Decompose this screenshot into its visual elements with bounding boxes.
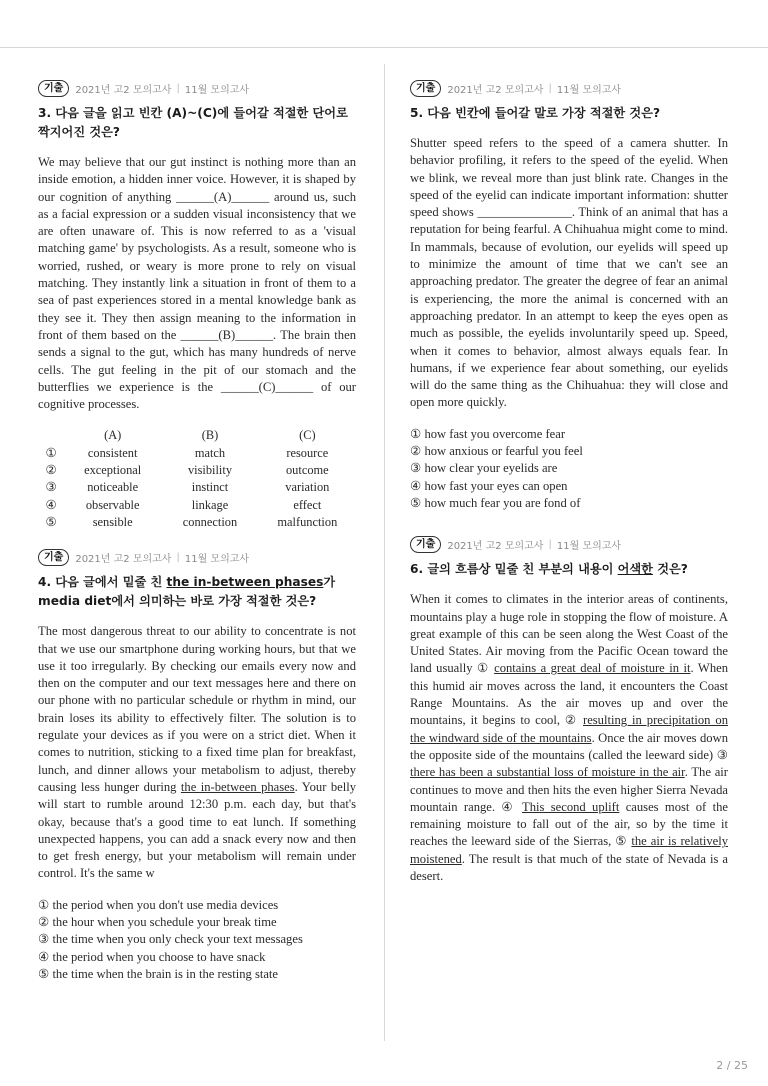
question-6-title: [410, 560, 728, 579]
question-3-passage: We may believe that our gut instinct is nothing more than an inside emotion, a hidden inner voice. However, it is shaped by our cognition of anything ______(A)______ around us, such as a facial expression or a sudden visual inconsistency that we are often unaware of. This is now referred to as a 'visual matching game' by psychologists. As a result, someone who is worried, rushed, or weary is more prone to rely on visual matching. They instantly link a situation in front of them to a sea of past experiences stored in a mental knowledge bank as they see it. They then assign meaning to the information in front of them based on the ______(B)______. The brain then sends a signal to the gut, which has many hundreds of nerve cells. The gut feeling in the pit of our stomach and the butterflies we experience is the ______(C)______ of our cognitive processes.: [38, 155, 356, 412]
underlined-option-4: This second uplift: [522, 799, 620, 814]
cell-b: connection: [182, 514, 238, 529]
cell-c: outcome: [285, 463, 329, 478]
passage-text: . The air continues to move and then hits the even higher Sierra Nevada mountain range. ④: [410, 765, 728, 814]
title-text: 가 media diet에서 의미하는 바로 가장 적절한 것은?: [38, 575, 336, 609]
title-text: 6. 글의 흐름상 밑줄 친 부분의 내용이: [410, 562, 618, 577]
choice-item: ④ how fast your eyes can open: [410, 478, 568, 493]
tag-badge: 기출: [410, 536, 441, 553]
title-text: 것은?: [652, 562, 688, 577]
row-number: ③: [45, 480, 57, 495]
question-3-title: 3. 다음 글을 읽고 빈칸 (A)~(C)에 들어갈 적절한 단어로 짝지어진 것은?: [38, 106, 348, 139]
row-number: ⑤: [45, 514, 57, 529]
choice-item: ① how fast you overcome fear: [410, 426, 566, 441]
passage-text: causes most of the remaining moisture to fall out of the air, so by the time it reaches the leeward side of the Sierras, ⑤: [410, 799, 728, 849]
header-c: (C): [299, 428, 316, 443]
right-column: [410, 78, 728, 885]
exam-label: 11월 모의고사: [556, 540, 622, 552]
choice-item: ③ the time when you only check your text messages: [38, 932, 303, 947]
underlined-option-2: resulting in precipitation on the windward side of the mountains: [410, 713, 728, 745]
meta-separator: |: [176, 82, 180, 94]
exam-label: 11월 모의고사: [184, 553, 250, 565]
passage-text: The most dangerous threat to our ability to concentrate is not that we use our smartphone during working hours, but that we use it too irregularly. By checking our emails every now and then on the computer and our text messages here and there on our phone with no particular schedule or rhythm in mind, our brain loses its ability to effectively filter. The solution is to regulate your devices as if you were on a strict diet. When it comes to nutrition, sticking to a fixed time plan for breakfast, lunch, and dinner allows your metabolism to adjust, thereby causing less hunger during: [38, 624, 356, 794]
passage-text: . When this humid air moves across the land, it encounters the Coast Range Mountains. As the air moves up and over the mountains, it begins to cool, ②: [410, 661, 728, 728]
question-6: [410, 534, 728, 885]
meta-separator: |: [176, 551, 180, 563]
header-a: (A): [104, 428, 122, 443]
passage-text: When it comes to climates in the interior areas of continents, mountains play a huge role in stopping the flow of moisture. A great example of this can be seen along the West Coast of the United States. Air moving from the Pacific Ocean toward the land usually ①: [410, 592, 728, 676]
cell-c: resource: [286, 445, 329, 460]
question-6-meta: [410, 534, 728, 554]
cell-c: effect: [293, 497, 322, 512]
meta-separator: |: [548, 82, 552, 94]
exam-label: 11월 모의고사: [184, 84, 250, 96]
question-5-choices: [410, 426, 728, 512]
underlined-option-1: contains a great deal of moisture in it: [494, 661, 691, 676]
cell-a: consistent: [87, 445, 138, 460]
cell-a: noticeable: [87, 480, 139, 495]
tag-badge: 기출: [38, 80, 69, 97]
question-4-choices: [38, 897, 356, 983]
source-label: 2021년 고2 모의고사: [447, 540, 544, 552]
question-5-passage: Shutter speed refers to the speed of a camera shutter. In behavior profiling, it refers to the speed of the eyelid. When we blink, we reveal more than just blink rate. Changes in the speed of the eyelid can indicate important information: shutter speed shows _______________. Think of an animal that has a reputation for being fearful. A Chihuahua might come to mind. In mammals, because of evolution, our eyelids will speed up to minimize the amount of time that we can't see an approaching predator. The greater the degree of fear an animal is experiencing, the more the animal is concerned with an approaching predator. In an attempt to keep the eyes open as much as possible, the eyelids involuntarily speed up. Speed, when it comes to behavior, almost always equals fear. In humans, if we experience fear about something, our eyelids will do the same thing as the Chihuahua: they will close and open more quickly.: [410, 136, 728, 410]
choice-item: ⑤ the time when the brain is in the resting state: [38, 966, 279, 981]
source-label: 2021년 고2 모의고사: [75, 553, 172, 565]
title-underlined-phrase: the in-between phases: [166, 575, 324, 590]
title-text: 4. 다음 글에서 밑줄 친: [38, 575, 167, 590]
exam-label: 11월 모의고사: [556, 84, 622, 96]
question-6-passage: [410, 591, 728, 885]
choice-item: ③ how clear your eyelids are: [410, 461, 558, 476]
question-4-meta: [38, 547, 356, 567]
left-column: [38, 78, 356, 983]
cell-c: malfunction: [277, 514, 338, 529]
cell-b: match: [194, 445, 226, 460]
question-4-passage: [38, 623, 356, 882]
page-number: 2 / 25: [716, 1059, 748, 1072]
question-5: [410, 78, 728, 512]
choice-item: ④ the period when you choose to have snack: [38, 949, 266, 964]
cell-a: observable: [85, 497, 140, 512]
cell-b: instinct: [191, 480, 229, 495]
tag-badge: 기출: [38, 549, 69, 566]
passage-text: . Once the air moves down the opposite side of the mountains (called the leeward side) ③: [410, 730, 728, 762]
passage-text: . Your belly will start to rumble around 12:30 p.m. each day, but that's okay, because that's a good time to eat lunch. If something unexpected happens, you can add a snack every now and then to get fresh energy, but your metabolism will remain under control. It's the same w: [38, 779, 356, 881]
underlined-option-3: there has been a substantial loss of moisture in the air: [410, 765, 685, 780]
choice-item: ② how anxious or fearful you feel: [410, 444, 583, 459]
question-5-meta: [410, 78, 728, 98]
answer-table: [38, 427, 356, 531]
table-corner: [38, 427, 64, 444]
row-number: ①: [45, 445, 57, 460]
cell-a: exceptional: [84, 463, 142, 478]
cell-a: sensible: [92, 514, 133, 529]
source-label: 2021년 고2 모의고사: [447, 84, 544, 96]
choice-item: ② the hour when you schedule your break time: [38, 914, 277, 929]
meta-separator: |: [548, 538, 552, 550]
column-divider: [384, 64, 385, 1041]
underlined-option-5: the air is relatively moistened: [410, 834, 728, 866]
cell-b: linkage: [191, 497, 229, 512]
passage-underlined-phrase: the in-between phases: [180, 779, 295, 794]
cell-c: variation: [285, 480, 330, 495]
row-number: ④: [45, 497, 57, 512]
question-5-title: 5. 다음 빈칸에 들어갈 말로 가장 적절한 것은?: [410, 106, 661, 120]
header-rule: [0, 47, 768, 48]
question-4-title: [38, 573, 356, 611]
choice-item: ⑤ how much fear you are fond of: [410, 495, 581, 510]
source-label: 2021년 고2 모의고사: [75, 84, 172, 96]
cell-b: visibility: [187, 463, 233, 478]
row-number: ②: [45, 463, 57, 478]
question-3-meta: [38, 78, 356, 98]
question-4: [38, 547, 356, 983]
title-underlined-word: 어색한: [617, 562, 653, 577]
header-b: (B): [201, 428, 219, 443]
question-3: [38, 78, 356, 531]
passage-text: . The result is that much of the state of Nevada is a desert.: [410, 851, 728, 883]
tag-badge: 기출: [410, 80, 441, 97]
choice-item: ① the period when you don't use media devices: [38, 897, 279, 912]
